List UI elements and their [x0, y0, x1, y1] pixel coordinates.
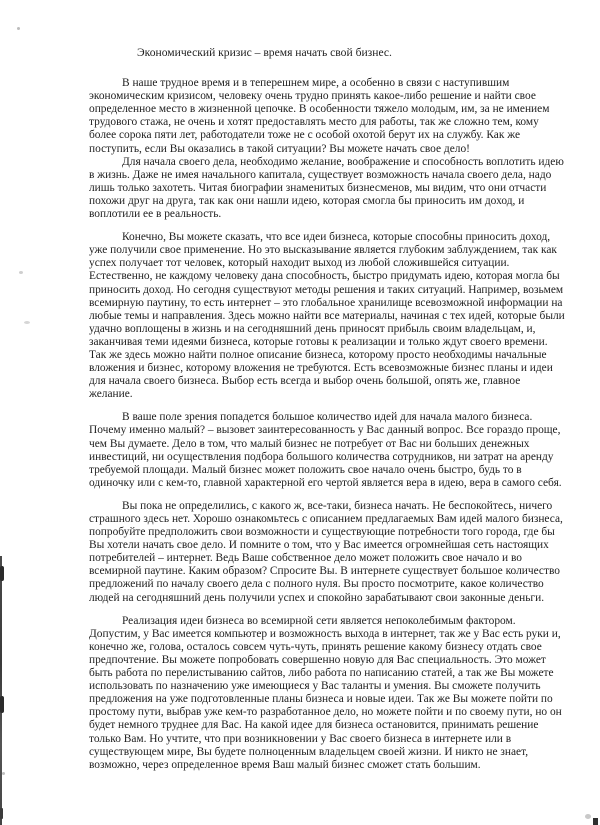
scan-artifact-speck — [19, 271, 23, 274]
document-title: Экономический кризис – время начать свой бизнес. — [137, 46, 392, 59]
scan-artifact-speck — [17, 27, 20, 30]
scan-artifact-corner-mark — [593, 818, 598, 825]
paragraph: Вы пока не определились, с какого ж, все-таки, бизнеса начать. Не беспокойтесь, ничего страшного здесь нет. Хорошо ознакомьтесь с описанием предлагаемых Вам идей малого бизнеса, попробуйте предположить свои возможности и существующие потребности того города, где бы Вы хотели начать свое дело. И помните о том, что у Вас имеется огромнейшая сеть настоящих потребителей – интернет. Ведь Ваше собственное дело может положить свое начало и во всемирной паутине. Каким образом? Спросите Вы. В интернете существует большое количество предложений по началу своего дела с полного нуля. Вы просто посмотрите, какое количество людей на сегодняшний день получили успех и спокойно зарабатывают свои законные деньги. — [89, 499, 563, 604]
paragraph: Реализация идеи бизнеса во всемирной сети является непоколебимым фактором. Допустим, у Вас имеется компьютер и возможность выхода в интернет, так же у Вас есть руки и, конечно же, голова, осталось совсем чуть-чуть, принять решение какому бизнесу отдать свое предпочтение. Вы можете попробовать совершенно новую для Вас специальность. Это может быть работа по перелистыванию сайтов, либо работа по написанию статей, а так же Вы можете использовать по назначению уже имеющиеся у Вас таланты и умения. Вы сможете получить предложения на уже подготовленные планы бизнеса и новые идеи. Так же Вы можете пойти по простому пути, выбрав уже кем-то разработанное дело, но можете пойти и по своему пути, но он будет немного труднее для Вас. На какой идее для бизнеса остановится, принимать решение только Вам. Но учтите, что при возникновении у Вас своего бизнеса в интернете или в существующем мире, Вы будете полноценным владельцем своей жизни. И никто не знает, возможно, через определенное время Ваш малый бизнес сможет стать большим. — [89, 614, 562, 771]
paragraph: В наше трудное время и в теперешнем мире, а особенно в связи с наступившим экономическим кризисом, человеку очень трудно принять какое-либо решение и найти свое определенное место в жизненной цепочке. В особенности тяжело молодым, им, за не имением трудового стажа, не очень и хотят предоставлять место для работы, так же сложно тем, кому более сорока пяти лет, работодатели тоже не с особой охотой берут их на службу. Как же поступить, если Вы оказались в такой ситуации? Вы можете начать свое дело! — [89, 77, 550, 155]
scan-artifact-left-blob — [0, 808, 3, 819]
scan-artifact-speck — [24, 321, 30, 324]
scan-artifact-left-edge-line — [0, 556, 2, 825]
paragraph: В ваше поле зрения попадется большое количество идей для начала малого бизнеса. Почему именно малый? – вызовет заинтересованность у Вас данный вопрос. Все гораздо проще, чем Вы думаете. Дело в том, что малый бизнес не потребует от Вас ни больших денежных инвестиций, ни осуществления подбора большого количества сотрудников, ни затрат на аренду требуемой площади. Малый бизнес может положить свое начало очень быстро, будь то в одиночку или с кем-то, главной характерной его чертой является вера в идею, вера в самого себя. — [89, 411, 562, 489]
scan-artifact-left-blob — [0, 566, 4, 581]
document-body — [89, 46, 565, 772]
scan-artifact-corner-smudge — [585, 814, 591, 819]
paragraph: Для начала своего дела, необходимо желание, воображение и способность воплотить идею в жизнь. Даже не имея начального капитала, существует возможность начала своего дела, надо лишь только захотеть. Читая биографии знаменитых бизнесменов, мы видим, что они отчасти похожи друг на друга, так как они нашли идею, которая смогла бы приносить им доход, и воплотили ее в реальность. — [89, 155, 564, 221]
scan-artifact-speck — [2, 772, 5, 775]
scan-artifact-left-blob — [0, 696, 4, 713]
paragraph: Конечно, Вы можете сказать, что все идеи бизнеса, которые способны приносить доход, уже получили свое применение. Но это высказывание является глубоким заблуждением, так как успех получает тот человек, который находит выход из любой сложившейся ситуации. Естественно, не каждому человеку дана способность, быстро придумать идею, которая могла бы приносить доход. Но сегодня существуют методы решения и таких ситуаций. Например, возьмем всемирную паутину, то есть интернет – это глобальное хранилище всевозможной информации на любые темы и направления. Здесь можно найти все материалы, начиная с тех идей, которые были удачно воплощены в жизнь и на сегодняшний день приносят прибыль своим владельцам, и, заканчивая теми идеями бизнеса, которые готовы к реализации и только ждут своего времени. Так же здесь можно найти полное описание бизнеса, которому просто необходимы начальные вложения и бизнес, которому вложения не требуются. Есть всевозможные бизнес планы и идеи для начала своего бизнеса. Выбор есть всегда и выбор очень большой, опять же, главное желание. — [89, 231, 565, 401]
